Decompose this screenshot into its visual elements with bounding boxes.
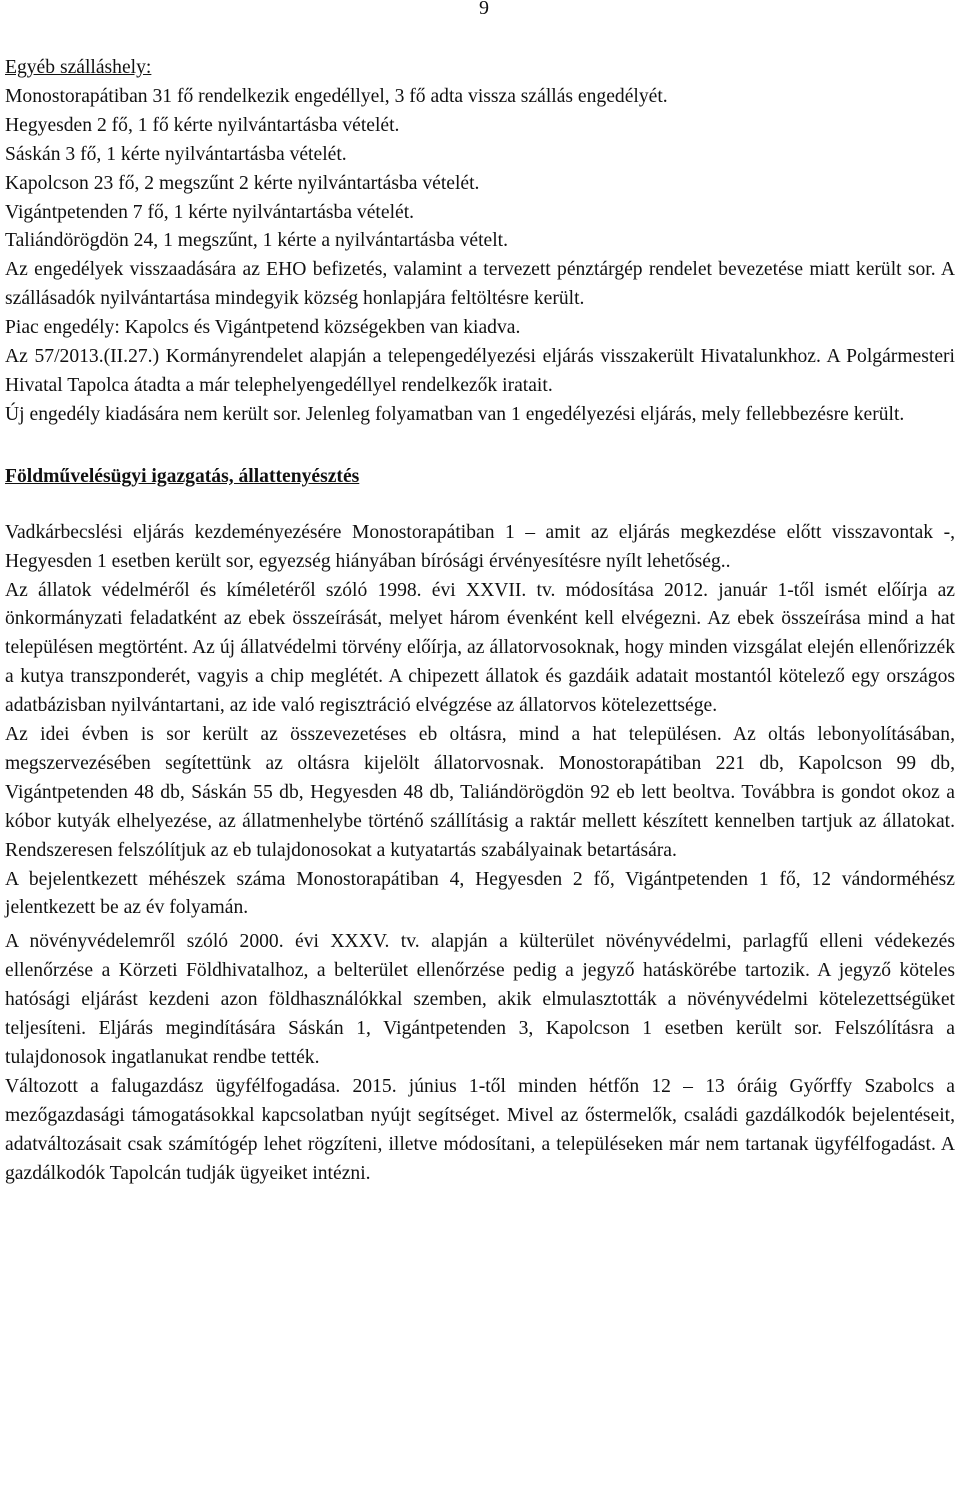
document-body xyxy=(5,54,955,1189)
line-saska: Sáskán 3 fő, 1 kérte nyilvántartásba vételét. xyxy=(5,143,347,165)
paragraph-farm-advisor: Változott a falugazdász ügyfélfogadása. 2015. június 1-től minden hétfőn 12 – 13 óráig Győrffy Szabolcs a mezőgazdasági támogatásokkal kapcsolatban nyújt segítséget. Mivel az őstermelők, családi gazdálkodók bejelentéseit, adatváltozásait csak számítógép lehet rögzíteni, illetve módosítani, a településeken már nem tartanak ügyfélfogadást. A gazdálkodók Tapolcán tudják ügyeiket intézni. xyxy=(5,1075,955,1184)
paragraph-beekeepers: A bejelentkezett méhészek száma Monostorapátiban 4, Hegyesden 2 fő, Vigántpetenden 1 fő, 12 vándorméhész jelentkezett be az év folyamán. xyxy=(5,868,955,919)
paragraph-government-decree: Az 57/2013.(II.27.) Kormányrendelet alapján a telepengedélyezési eljárás visszakerült Hivatalunkhoz. A Polgármesteri Hivatal Tapolca átadta a már telephelyengedéllyel rendelkezők iratait. xyxy=(5,346,955,396)
paragraph-vaccination: Az idei évben is sor került az összevezetéses eb oltásra, mind a hat településen. Az oltás lebonyolításában, megszervezésében segítettünk az oltásra kijelölt állatorvosnak. Monostorapátiban 221 db, Kapolcson 99 db, Vigántpetenden 48 db, Sáskán 55 db, Hegyesden 48 db, Taliándörögdön 92 eb lett beoltva. Továbbra is gondot okoz a kóbor kutyák elhelyezése, az állatmenhelybe történő szállításig a raktár mellett készített kennelben tartjuk az állatokat. Rendszeresen felszólítjuk az eb tulajdonosokat a kutyatartás szabályainak betartására. xyxy=(5,724,955,861)
line-monostorapati: Monostorapátiban 31 fő rendelkezik engedéllyel, 3 fő adta vissza szállás engedélyét. xyxy=(5,85,668,107)
paragraph-game-damage: Vadkárbecslési eljárás kezdeményezésére Monostorapátiban 1 – amit az eljárás megkezdése előtt visszavontak -, Hegyesden 1 esetben került sor, egyezség hiányában bírósági érvényesítésre nyílt lehetőség.. xyxy=(5,521,955,572)
line-vigantpetend: Vigántpetenden 7 fő, 1 kérte nyilvántartásba vételét. xyxy=(5,201,415,223)
paragraph-animal-protection: Az állatok védelméről és kíméletéről szóló 1998. évi XXVII. tv. módosítása 2012. január 1-től ismét előírja az önkormányzati feladatként az ebek összeírását, melyet három évenként kell elvégezni. Az ebek összeírása mind a hat településen megtörtént. Az új állatvédelmi törvény előírja, az állatorvosoknak, hogy minden vizsgálat elején ellenőrizzék a kutya transzponderét, vagyis a chip meglétét. A chipezett állatok és gazdáik adatait mostantól kötelező egy országos adatbázisban nyilvántartani, az ide való regisztráció elvégzése az állatorvos kötelezettsége. xyxy=(5,579,955,717)
line-taliandorogd: Taliándörögdön 24, 1 megszűnt, 1 kérte a nyilvántartásba vételt. xyxy=(5,230,509,252)
paragraph-market-permit: Piac engedély: Kapolcs és Vigántpetend községekben van kiadva. xyxy=(5,317,521,339)
section-title-accommodation: Egyéb szálláshely: xyxy=(5,57,152,78)
paragraph-new-permit: Új engedély kiadására nem került sor. Jelenleg folyamatban van 1 engedélyezési eljárás, mely fellebbezésre került. xyxy=(5,403,905,425)
paragraph-eho: Az engedélyek visszaadására az EHO befizetés, valamint a tervezett pénztárgép rendelet bevezetése miatt került sor. A szállásadók nyilvántartása mindegyik község honlapjára feltöltésre került. xyxy=(5,259,955,310)
page-number: 9 xyxy=(479,0,489,19)
section-heading-agriculture: Földművelésügyi igazgatás, állattenyésztés xyxy=(5,465,360,487)
line-kapolcs: Kapolcson 23 fő, 2 megszűnt 2 kérte nyilvántartásba vételét. xyxy=(5,172,480,194)
line-hegyesd: Hegyesden 2 fő, 1 fő kérte nyilvántartásba vételét. xyxy=(5,114,400,136)
paragraph-plant-protection: A növényvédelemről szóló 2000. évi XXXV. tv. alapján a külterület növényvédelmi, parlagfű elleni védekezés ellenőrzése a Körzeti Földhivatalhoz, a belterület ellenőrzése pedig a jegyző hatáskörébe tartozik. A jegyző köteles hatósági eljárást kezdeni azon földhasználókkal szemben, akik elmulasztották a növényvédelmi kötelezettségüket teljesíteni. Eljárás megindítására Sáskán 1, Vigántpetenden 3, Kapolcson 1 esetben került sor. Felszólításra a tulajdonosok ingatlanukat rendbe tették. xyxy=(5,931,955,1068)
